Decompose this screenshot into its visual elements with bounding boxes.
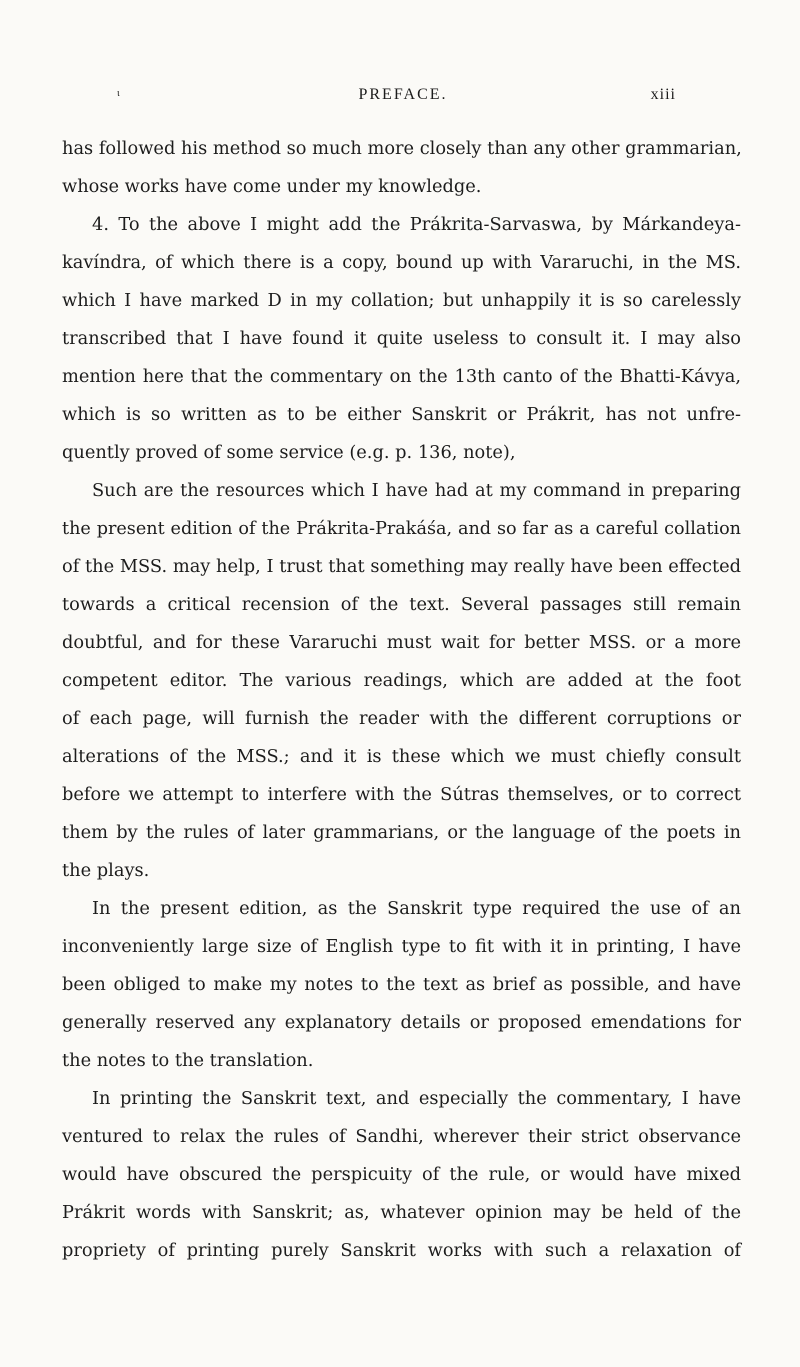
text-line: of the MSS. may help, I trust that something may really have been effected [62,556,741,577]
running-head [117,86,676,110]
body-text [62,130,741,1270]
text-line: which is so written as to be either Sanskrit or Prákrit, has not unfre- [62,404,741,425]
text-line: ventured to relax the rules of Sandhi, wherever their strict observance [62,1126,741,1147]
text-line: has followed his method so much more closely than any other grammarian, [62,138,742,159]
text-line: would have obscured the perspicuity of the rule, or would have mixed [62,1164,741,1185]
text-line: alterations of the MSS.; and it is these which we must chiefly consult [62,746,741,767]
text-line: the notes to the translation. [62,1050,314,1071]
text-line: towards a critical recension of the text. Several passages still remain [62,594,741,615]
text-line: of each page, will furnish the reader with the different corruptions or [62,708,741,729]
running-head-title: PREFACE. [358,86,448,103]
page-number: xiii [650,86,676,103]
text-line: 4. To the above I might add the Prákrita-Sarvaswa, by Márkandeya- [92,214,741,235]
text-line: the present edition of the Prákrita-Prakáśa, and so far as a careful collation [62,519,741,539]
text-line: the plays. [62,860,150,881]
text-line: transcribed that I have found it quite useless to consult it. I may also [62,328,741,349]
text-line: generally reserved any explanatory details or proposed emendations for [62,1012,741,1033]
text-line: propriety of printing purely Sanskrit works with such a relaxation of [62,1240,741,1261]
margin-mark: ι [117,88,122,99]
text-line: In printing the Sanskrit text, and especially the commentary, I have [92,1088,741,1109]
text-line: mention here that the commentary on the 13th canto of the Bhatti-Kávya, [62,366,741,387]
text-line: whose works have come under my knowledge. [62,176,482,197]
text-line: kavíndra, of which there is a copy, bound up with Vararuchi, in the MS. [62,252,741,273]
text-line: been obliged to make my notes to the text as brief as possible, and have [62,974,741,995]
text-line: which I have marked D in my collation; but unhappily it is so carelessly [62,290,741,311]
text-line: doubtful, and for these Vararuchi must wait for better MSS. or a more [62,632,741,653]
text-line: Prákrit words with Sanskrit; as, whatever opinion may be held of the [62,1202,741,1223]
text-line: Such are the resources which I have had at my command in preparing [92,480,741,501]
text-line: competent editor. The various readings, which are added at the foot [62,670,741,691]
text-line: before we attempt to interfere with the Sútras themselves, or to correct [62,784,741,805]
text-line: them by the rules of later grammarians, or the language of the poets in [62,822,741,843]
text-line: inconveniently large size of English type to fit with it in printing, I have [62,936,741,957]
text-line: In the present edition, as the Sanskrit type required the use of an [92,898,741,919]
text-line: quently proved of some service (e.g. p. 136, note), [62,442,516,463]
